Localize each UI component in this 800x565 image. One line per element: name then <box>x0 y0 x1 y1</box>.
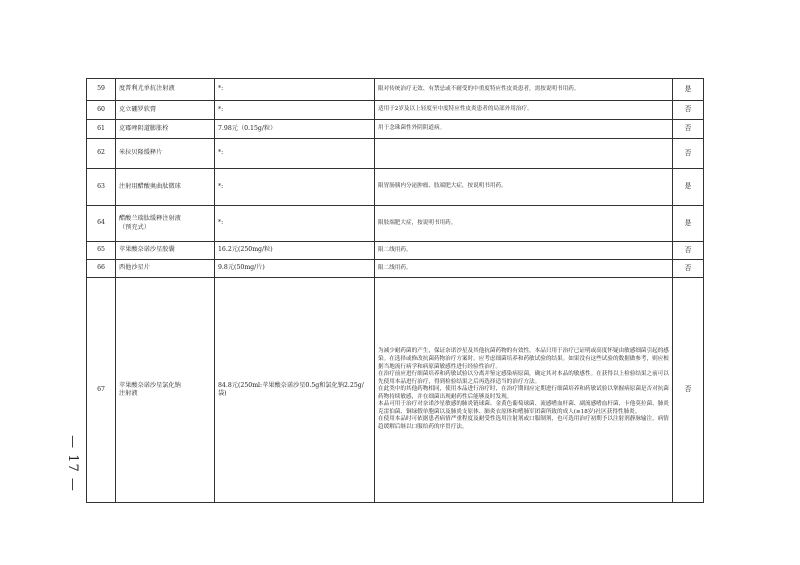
drug-name: 醋酸兰瑞肽缓释注射液 （预充式） <box>119 215 181 231</box>
table-row <box>87 242 704 260</box>
drug-restriction: 为减少耐药菌的产生，保证奈诺沙星及其他抗菌药物的有效性，本品只用于治疗已证明或高度怀疑由敏感细菌引起的感染。在选择或修改抗菌药物治疗方案时，应考虑细菌培养和药敏试验的结果。如果没有这些试验的数据做参考，则应根据当地流行病学和病原菌敏感性进行经验性治疗。 在治疗前应进行细菌培养和药敏试验以分离并鉴定感染病原菌，确定其对本品的敏感性。在获得以上检验结果之前可以先使用本品进行治疗，得到检验结果之后再选择适当的治疗方法。 在此类中的其他药物相同，使用本品进行治疗时，在治疗期间应定期进行细菌培养和药敏试验以掌握病原菌是否对抗菌药物持续敏感，并在细菌出现耐药性后能够及时发现。 本品可用于治疗对奈诺沙星敏感的肺炎链球菌、金黄色葡萄球菌、流感嗜血杆菌、副流感嗜血杆菌、卡他莫拉菌、肺炎克雷伯菌、铜绿假单胞菌以及肺炎支原体、肺炎衣原体和嗜肺军团菌所致的成人(≥18岁)社区获得性肺炎。 在使用本品时可依据患者病情严重程度及耐受性选用注射剂或口服制剂，也可选用治疗初期予以注射剂静脉输注，病情趋缓解后继以口服给药的序贯疗法。 <box>378 348 669 430</box>
insurance-flag: 是 <box>684 182 692 191</box>
drug-restriction-cell <box>375 101 673 120</box>
row-number: 64 <box>97 219 105 227</box>
table-row <box>87 206 704 242</box>
row-number: 62 <box>97 149 105 157</box>
drug-restriction-cell <box>375 139 673 169</box>
table-row <box>87 260 704 278</box>
drug-name-cell <box>116 260 215 278</box>
insurance-flag-cell <box>673 242 704 260</box>
drug-name-cell <box>116 169 215 206</box>
page-number <box>44 435 80 492</box>
drug-name: 克立硼罗软膏 <box>119 105 157 113</box>
drug-price: *: <box>218 219 224 227</box>
insurance-flag: 否 <box>684 148 692 157</box>
row-number: 59 <box>97 85 105 93</box>
drug-price-cell <box>215 139 375 169</box>
drug-table <box>86 78 704 503</box>
drug-price-cell <box>215 79 375 101</box>
insurance-flag: 否 <box>684 263 692 272</box>
row-number-cell <box>87 139 116 169</box>
drug-name-cell <box>116 120 215 139</box>
drug-price: *: <box>218 85 224 93</box>
insurance-flag: 是 <box>684 84 692 93</box>
insurance-flag: 否 <box>684 245 692 254</box>
drug-restriction-cell <box>375 206 673 242</box>
drug-restriction: 限二线用药。 <box>378 264 412 271</box>
insurance-flag-cell <box>673 260 704 278</box>
drug-price-cell <box>215 242 375 260</box>
row-number-cell <box>87 242 116 260</box>
insurance-flag: 否 <box>684 385 692 394</box>
drug-name-cell <box>116 79 215 101</box>
row-number-cell <box>87 206 116 242</box>
table-row <box>87 139 704 169</box>
drug-name-cell <box>116 101 215 120</box>
drug-price: 84.8元(250ml:苹果酸奈诺沙星0.5g和氯化钠2.25g/袋) <box>218 381 364 397</box>
row-number: 61 <box>97 124 105 132</box>
drug-restriction-cell <box>375 120 673 139</box>
insurance-flag: 否 <box>684 124 692 133</box>
drug-price: 9.8元(50mg/片) <box>218 264 265 272</box>
drug-restriction: 用于念珠菌性外阴阴道病。 <box>378 125 446 132</box>
drug-restriction-cell <box>375 169 673 206</box>
row-number-cell <box>87 169 116 206</box>
drug-price-cell <box>215 101 375 120</box>
table-row <box>87 79 704 101</box>
row-number-cell <box>87 79 116 101</box>
drug-restriction: 限肢端肥大症，按说明书用药。 <box>378 219 457 226</box>
insurance-flag: 是 <box>684 218 692 227</box>
table-row <box>87 278 704 503</box>
table-row <box>87 169 704 206</box>
drug-name-cell <box>116 139 215 169</box>
drug-price: 16.2元(250mg/粒) <box>218 246 273 254</box>
row-number-cell <box>87 260 116 278</box>
drug-restriction: 限对传统治疗无效、有禁忌或不耐受的中重度特应性皮炎患者，需按说明书用药。 <box>378 85 580 92</box>
drug-restriction: 限二线用药。 <box>378 246 412 253</box>
drug-restriction-cell <box>375 278 673 503</box>
drug-restriction: 限胃肠胰内分泌肿瘤、肢端肥大症，按说明书用药。 <box>378 183 507 190</box>
drug-restriction-cell <box>375 79 673 101</box>
drug-name: 注射用醋酸奥曲肽微球 <box>119 182 181 190</box>
table-row <box>87 101 704 120</box>
row-number: 67 <box>97 385 105 393</box>
insurance-flag-cell <box>673 169 704 206</box>
drug-name-cell <box>116 242 215 260</box>
row-number: 66 <box>97 264 105 272</box>
insurance-flag: 否 <box>684 105 692 114</box>
drug-name: 度普利尤单抗注射液 <box>119 85 175 93</box>
row-number-cell <box>87 101 116 120</box>
drug-restriction-cell <box>375 242 673 260</box>
insurance-flag-cell <box>673 120 704 139</box>
drug-name: 西他沙星片 <box>119 264 150 272</box>
drug-price: 7.98元（0.15g/粒） <box>218 124 277 132</box>
page-number-text: — 17 — <box>64 435 80 492</box>
row-number-cell <box>87 278 116 503</box>
drug-name: 克霉唑阴道膨胀栓 <box>119 124 169 132</box>
drug-price: *: <box>218 149 224 157</box>
drug-price-cell <box>215 206 375 242</box>
drug-price-cell <box>215 278 375 503</box>
insurance-flag-cell <box>673 206 704 242</box>
drug-name: 苹果酸奈诺沙星胶囊 <box>119 246 175 254</box>
insurance-flag-cell <box>673 278 704 503</box>
insurance-flag-cell <box>673 101 704 120</box>
table-row <box>87 120 704 139</box>
drug-price-cell <box>215 169 375 206</box>
drug-name: 苹果酸奈诺沙星氯化钠 注射液 <box>119 381 181 397</box>
drug-name: 米拉贝隆缓释片 <box>119 149 163 157</box>
drug-price: *: <box>218 182 224 190</box>
drug-name-cell <box>116 206 215 242</box>
row-number-cell <box>87 120 116 139</box>
insurance-flag-cell <box>673 139 704 169</box>
insurance-flag-cell <box>673 79 704 101</box>
drug-price: *: <box>218 105 224 113</box>
drug-restriction: 适用于2岁及以上轻度至中度特应性皮炎患者的局部外用治疗。 <box>378 106 533 113</box>
drug-name-cell <box>116 278 215 503</box>
row-number: 60 <box>97 105 105 113</box>
drug-price-cell <box>215 120 375 139</box>
row-number: 65 <box>97 246 105 254</box>
row-number: 63 <box>97 182 105 190</box>
drug-price-cell <box>215 260 375 278</box>
drug-restriction-cell <box>375 260 673 278</box>
